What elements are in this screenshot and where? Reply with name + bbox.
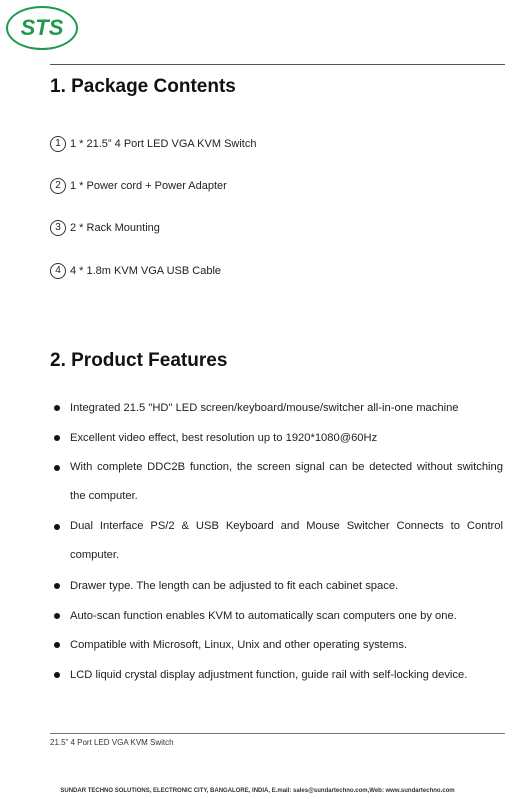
package-contents-heading: 1. Package Contents [50, 76, 236, 97]
feature-text: Compatible with Microsoft, Linux, Unix and other operating systems. [70, 639, 408, 651]
feature-text: Auto-scan function enables KVM to automatically scan computers one by one. [70, 610, 457, 622]
feature-item [54, 637, 503, 655]
feature-text: Drawer type. The length can be adjusted to fit each cabinet space. [70, 580, 399, 592]
bullet-icon [54, 435, 60, 441]
item-text: 4 * 1.8m KVM VGA USB Cable [70, 265, 222, 277]
feature-item [54, 400, 503, 418]
header-rule [50, 64, 505, 65]
footer-company-info: SUNDAR TECHNO SOLUTIONS, ELECTRONIC CITY, BANGALORE, INDIA, E.mail: sales@sundartechno.com,Web: www.sundartechno.com [60, 788, 455, 794]
footer-doc-label: 21.5” 4 Port LED VGA KVM Switch [50, 738, 174, 747]
bullet-icon [54, 583, 60, 589]
feature-text: Integrated 21.5 "HD" LED screen/keyboard/mouse/switcher all-in-one machine [70, 402, 459, 414]
item-number: 2 [50, 178, 66, 194]
package-item [50, 220, 160, 236]
item-text: 1 * 21.5” 4 Port LED VGA KVM Switch [70, 138, 257, 150]
bullet-icon [54, 465, 60, 471]
product-features-heading: 2. Product Features [50, 350, 228, 371]
item-number: 4 [50, 263, 66, 279]
bullet-icon [54, 524, 60, 530]
company-logo [6, 6, 78, 50]
package-item [50, 178, 227, 194]
package-item [50, 136, 256, 152]
bullet-icon [54, 613, 60, 619]
feature-item [54, 578, 503, 596]
feature-text: Excellent video effect, best resolution up to 1920*1080@60Hz [70, 432, 378, 444]
feature-item [54, 667, 503, 685]
footer-rule [50, 733, 505, 734]
bullet-icon [54, 642, 60, 648]
feature-item [54, 453, 503, 511]
feature-text: With complete DDC2B function, the screen signal can be detected without switching the computer. [70, 461, 503, 502]
logo-text: STS [20, 15, 64, 40]
item-text: 1 * Power cord + Power Adapter [70, 180, 227, 192]
bullet-icon [54, 672, 60, 678]
item-text: 2 * Rack Mounting [70, 222, 160, 234]
feature-item [54, 512, 503, 570]
feature-item [54, 608, 503, 626]
feature-item [54, 430, 503, 448]
item-number: 1 [50, 136, 66, 152]
item-number: 3 [50, 220, 66, 236]
bullet-icon [54, 405, 60, 411]
feature-text: LCD liquid crystal display adjustment function, guide rail with self-locking device. [70, 669, 468, 681]
feature-text: Dual Interface PS/2 & USB Keyboard and Mouse Switcher Connects to Control computer. [70, 520, 503, 561]
package-item [50, 263, 221, 279]
